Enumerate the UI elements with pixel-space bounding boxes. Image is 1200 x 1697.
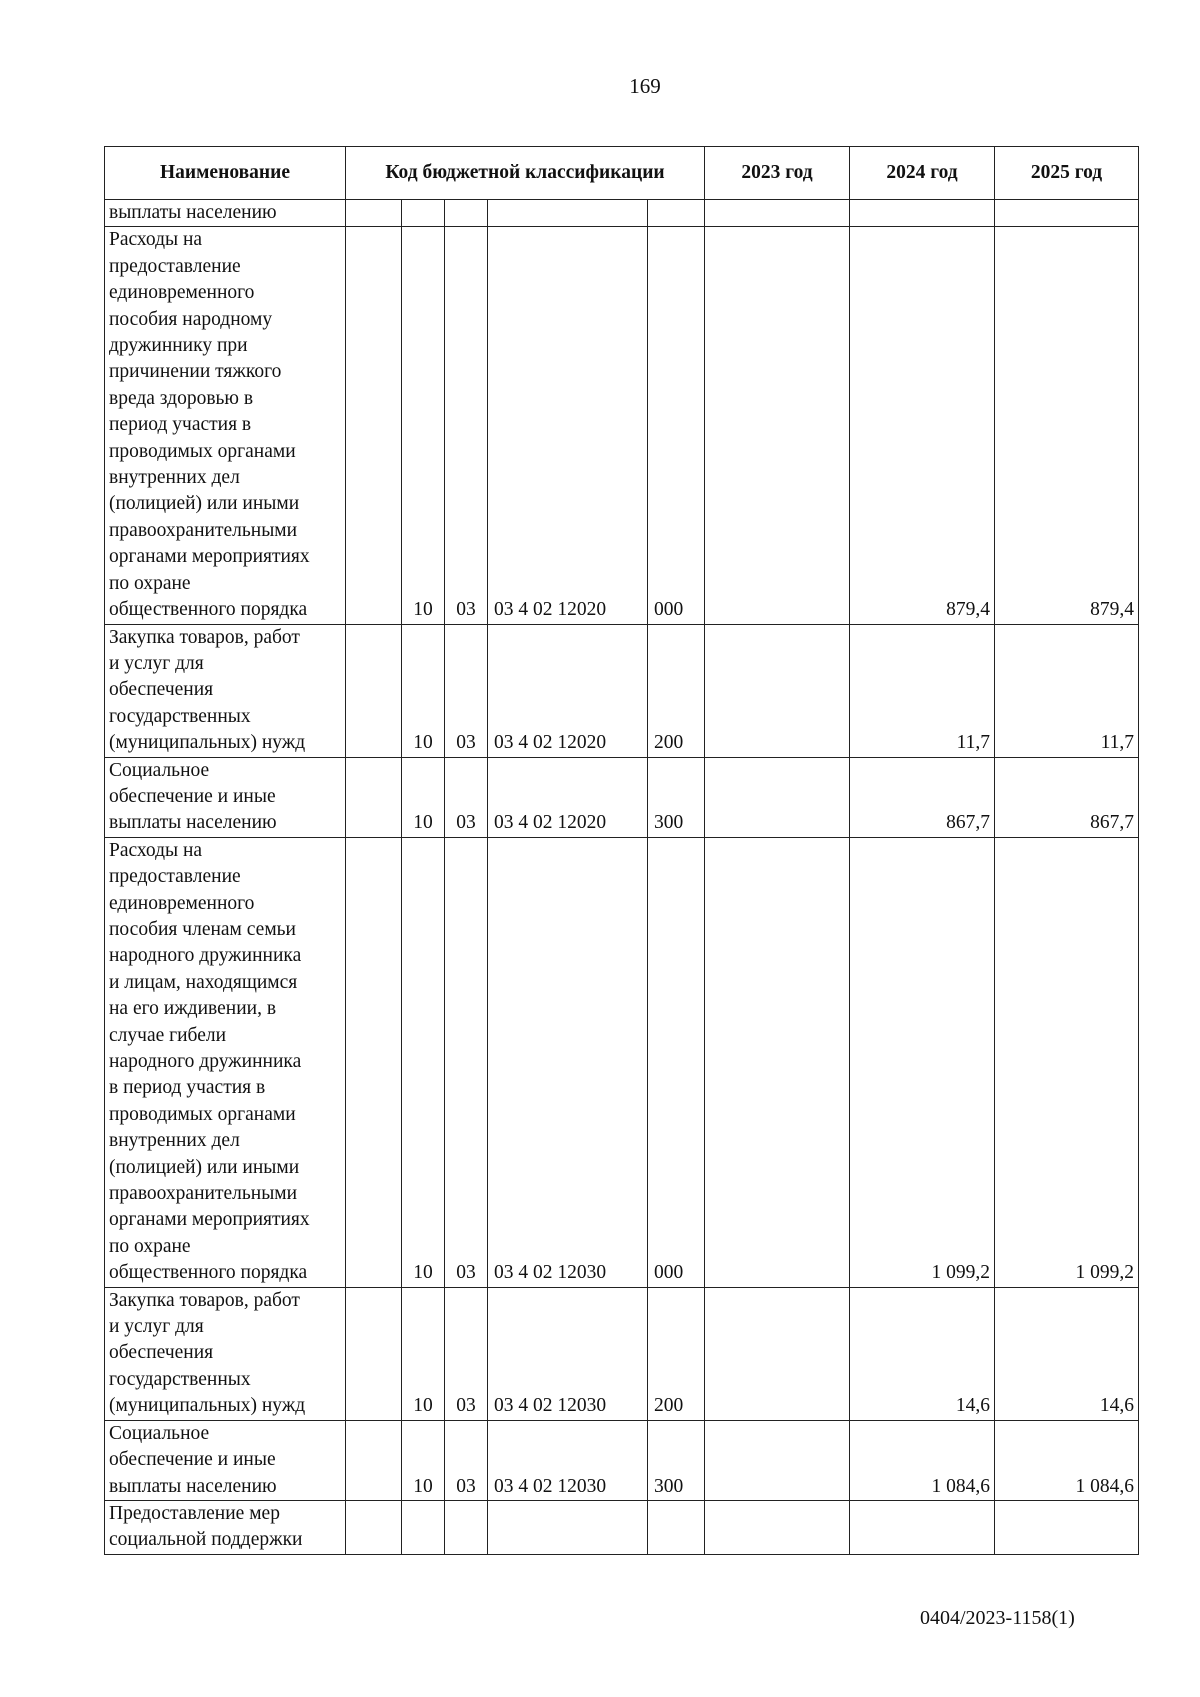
table-row: [105, 200, 1139, 227]
row-expense-type-cell: 200: [648, 1287, 705, 1420]
row-subsection-cell: 03: [445, 757, 488, 837]
row-2025-amount: 1 099,2: [995, 837, 1139, 1287]
row-2024-amount: 1 084,6: [850, 1420, 995, 1500]
table-row: [105, 757, 1139, 837]
row-2025-amount: 1 084,6: [995, 1420, 1139, 1500]
row-section-cell: 10: [402, 227, 445, 624]
row-section-cell: 10: [402, 1420, 445, 1500]
table-row: [105, 624, 1139, 757]
row-2023-amount: [705, 1420, 850, 1500]
header-name: Наименование: [105, 147, 346, 200]
row-2025-amount: 14,6: [995, 1287, 1139, 1420]
row-2023-amount: [705, 1287, 850, 1420]
table-row: [105, 1420, 1139, 1500]
row-admin-code-cell: [346, 757, 402, 837]
header-code: Код бюджетной классификации: [346, 147, 705, 200]
row-target-article-cell: 03 4 02 12020: [488, 757, 648, 837]
row-2023-amount: [705, 624, 850, 757]
page-number: 169: [629, 74, 661, 98]
row-expense-type-cell: [648, 1500, 705, 1554]
row-2025-amount: [995, 200, 1139, 227]
row-2025-amount: 879,4: [995, 227, 1139, 624]
row-section-cell: 10: [402, 1287, 445, 1420]
row-2024-amount: 867,7: [850, 757, 995, 837]
row-expense-type-cell: 000: [648, 227, 705, 624]
row-subsection-cell: [445, 200, 488, 227]
row-2024-amount: [850, 200, 995, 227]
row-target-article-cell: 03 4 02 12030: [488, 1420, 648, 1500]
header-2025: 2025 год: [995, 147, 1139, 200]
row-expense-type-cell: 200: [648, 624, 705, 757]
row-expense-type-cell: 000: [648, 837, 705, 1287]
row-target-article-cell: [488, 200, 648, 227]
row-admin-code-cell: [346, 200, 402, 227]
row-subsection-cell: [445, 1500, 488, 1554]
budget-table: [104, 146, 1139, 1555]
row-target-article-cell: 03 4 02 12020: [488, 624, 648, 757]
row-admin-code-cell: [346, 1420, 402, 1500]
row-admin-code-cell: [346, 837, 402, 1287]
row-name-cell: Закупка товаров, работ и услуг для обеспечения государственных (муниципальных) нужд: [105, 1287, 346, 1420]
row-target-article-cell: [488, 1500, 648, 1554]
row-expense-type-cell: [648, 200, 705, 227]
row-expense-type-cell: 300: [648, 757, 705, 837]
table-header-row: [105, 147, 1139, 200]
row-name-cell: Социальное обеспечение и иные выплаты населению: [105, 757, 346, 837]
table-row: [105, 837, 1139, 1287]
row-2024-amount: 11,7: [850, 624, 995, 757]
table-row: [105, 1287, 1139, 1420]
row-section-cell: 10: [402, 624, 445, 757]
row-expense-type-cell: 300: [648, 1420, 705, 1500]
row-2025-amount: 867,7: [995, 757, 1139, 837]
row-name-cell: выплаты населению: [105, 200, 346, 227]
document-code: 0404/2023-1158(1): [920, 1607, 1075, 1629]
row-subsection-cell: 03: [445, 227, 488, 624]
row-name-cell: Расходы на предоставление единовременного пособия членам семьи народного дружинника и лицам, находящимся на его иждивении, в случае гибели народного дружинника в период участия в проводимых органами внутренних дел (полицией) или иными правоохранительными органами мероприятиях по охране общественного порядка: [105, 837, 346, 1287]
table-row: [105, 1500, 1139, 1554]
row-section-cell: [402, 1500, 445, 1554]
row-subsection-cell: 03: [445, 1420, 488, 1500]
row-2023-amount: [705, 757, 850, 837]
row-admin-code-cell: [346, 1287, 402, 1420]
row-name-cell: Социальное обеспечение и иные выплаты населению: [105, 1420, 346, 1500]
row-subsection-cell: 03: [445, 624, 488, 757]
row-2024-amount: [850, 1500, 995, 1554]
row-section-cell: 10: [402, 837, 445, 1287]
row-target-article-cell: 03 4 02 12030: [488, 837, 648, 1287]
header-2023: 2023 год: [705, 147, 850, 200]
row-section-cell: [402, 200, 445, 227]
row-name-cell: Закупка товаров, работ и услуг для обеспечения государственных (муниципальных) нужд: [105, 624, 346, 757]
row-2024-amount: 1 099,2: [850, 837, 995, 1287]
row-2023-amount: [705, 227, 850, 624]
row-admin-code-cell: [346, 624, 402, 757]
row-2023-amount: [705, 837, 850, 1287]
row-target-article-cell: 03 4 02 12030: [488, 1287, 648, 1420]
row-name-cell: Предоставление мер социальной поддержки: [105, 1500, 346, 1554]
row-admin-code-cell: [346, 227, 402, 624]
row-2023-amount: [705, 200, 850, 227]
row-name-cell: Расходы на предоставление единовременного пособия народному дружиннику при причинении тяжкого вреда здоровью в период участия в проводимых органами внутренних дел (полицией) или иными правоохранительными органами мероприятиях по охране общественного порядка: [105, 227, 346, 624]
row-2025-amount: 11,7: [995, 624, 1139, 757]
row-2023-amount: [705, 1500, 850, 1554]
header-2024: 2024 год: [850, 147, 995, 200]
row-2024-amount: 879,4: [850, 227, 995, 624]
row-subsection-cell: 03: [445, 837, 488, 1287]
table-row: [105, 227, 1139, 624]
row-2025-amount: [995, 1500, 1139, 1554]
row-subsection-cell: 03: [445, 1287, 488, 1420]
row-section-cell: 10: [402, 757, 445, 837]
row-admin-code-cell: [346, 1500, 402, 1554]
row-2024-amount: 14,6: [850, 1287, 995, 1420]
row-target-article-cell: 03 4 02 12020: [488, 227, 648, 624]
